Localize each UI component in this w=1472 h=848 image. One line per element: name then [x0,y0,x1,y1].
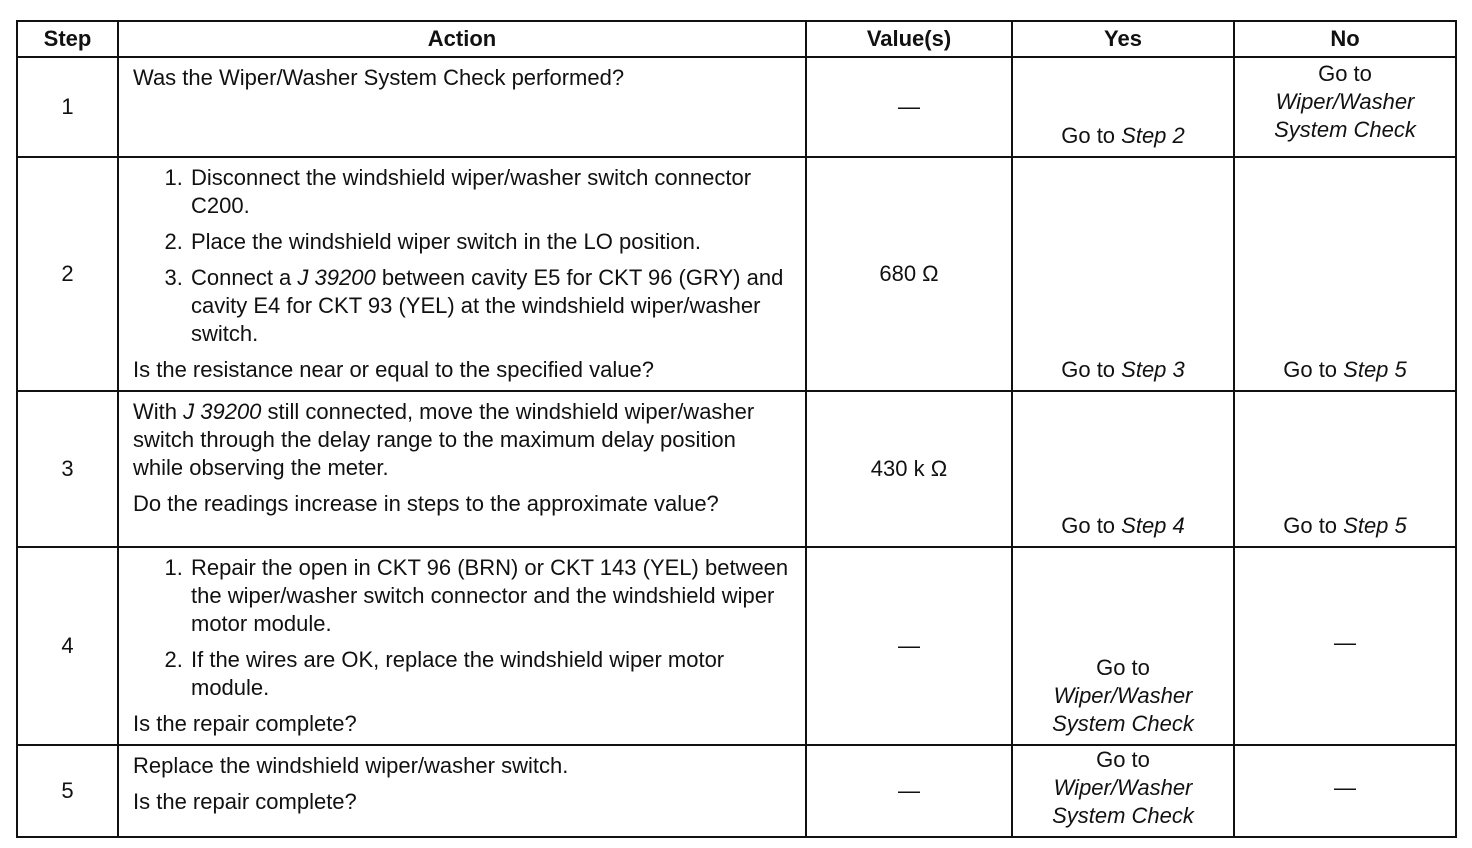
no-prefix: Go to [1283,357,1344,382]
yes-prefix: Go to [1061,123,1122,148]
table-row-step-5 [17,745,1456,837]
header-row [17,21,1456,57]
yes-cell [1012,547,1234,745]
no-goto-label: Go to [1318,61,1372,86]
value-cell: — [806,547,1012,745]
action-question: Is the resistance near or equal to the specified value? [133,357,654,382]
step-number: 4 [17,547,118,745]
action-cell [118,57,806,157]
table-row-step-3 [17,391,1456,547]
yes-step-link[interactable]: Step 2 [1121,123,1185,148]
diagnostic-table-container [16,20,1448,838]
yes-procedure-link-line2[interactable]: System Check [1052,803,1194,828]
action-question: Is the repair complete? [133,711,357,736]
action-text: With J 39200 still connected, move the windshield wiper/washer switch through the delay range to the maximum delay position while observing the meter. [133,399,755,480]
no-prefix: Go to [1283,513,1344,538]
header-yes: Yes [1012,21,1234,57]
action-step-item: 1. Repair the open in CKT 96 (BRN) or CKT 143 (YEL) between the wiper/washer switch connector and the windshield wiper motor module. [189,554,791,638]
no-cell [1234,57,1456,157]
yes-cell [1012,391,1234,547]
no-procedure-link-line2[interactable]: System Check [1274,117,1416,142]
no-procedure-link-line1[interactable]: Wiper/Washer [1275,89,1415,114]
yes-prefix: Go to [1061,357,1122,382]
value-cell: — [806,745,1012,837]
action-cell [118,391,806,547]
action-steps-list [133,164,791,348]
action-step-item: 3. Connect a J 39200 between cavity E5 for CKT 96 (GRY) and cavity E4 for CKT 93 (YEL) at the windshield wiper/washer switch. [189,264,791,348]
yes-step-link[interactable]: Step 4 [1121,513,1185,538]
action-question: Was the Wiper/Washer System Check performed? [133,65,625,90]
header-values: Value(s) [806,21,1012,57]
action-step-item: 1. Disconnect the windshield wiper/washer switch connector C200. [189,164,791,220]
step-number: 5 [17,745,118,837]
step-number: 3 [17,391,118,547]
action-step-item: 2. Place the windshield wiper switch in the LO position. [189,228,791,256]
yes-step-link[interactable]: Step 3 [1121,357,1185,382]
yes-procedure-link-line1[interactable]: Wiper/Washer [1053,775,1193,800]
yes-cell [1012,157,1234,391]
value-cell: 430 k Ω [806,391,1012,547]
action-steps-list [133,554,791,702]
yes-goto-label: Go to [1096,747,1150,772]
no-cell [1234,157,1456,391]
step-number: 1 [17,57,118,157]
yes-cell [1012,745,1234,837]
action-cell [118,745,806,837]
tool-reference: J 39200 [297,265,376,290]
header-action: Action [118,21,806,57]
table-row-step-1 [17,57,1456,157]
yes-goto-label: Go to [1096,655,1150,680]
table-row-step-2 [17,157,1456,391]
value-cell: 680 Ω [806,157,1012,391]
no-step-link[interactable]: Step 5 [1343,513,1407,538]
action-cell [118,547,806,745]
yes-procedure-link-line2[interactable]: System Check [1052,711,1194,736]
no-cell: — [1234,547,1456,745]
value-cell: — [806,57,1012,157]
yes-cell [1012,57,1234,157]
no-cell [1234,391,1456,547]
step-number: 2 [17,157,118,391]
yes-procedure-link-line1[interactable]: Wiper/Washer [1053,683,1193,708]
header-no: No [1234,21,1456,57]
yes-prefix: Go to [1061,513,1122,538]
action-question: Is the repair complete? [133,789,357,814]
action-question: Do the readings increase in steps to the approximate value? [133,491,719,516]
action-text: Replace the windshield wiper/washer switch. [133,753,569,778]
action-cell [118,157,806,391]
table-row-step-4 [17,547,1456,745]
header-step: Step [17,21,118,57]
diagnostic-table [16,20,1457,838]
no-step-link[interactable]: Step 5 [1343,357,1407,382]
action-step-item: 2. If the wires are OK, replace the windshield wiper motor module. [189,646,791,702]
tool-reference: J 39200 [183,399,262,424]
no-cell: — [1234,745,1456,837]
